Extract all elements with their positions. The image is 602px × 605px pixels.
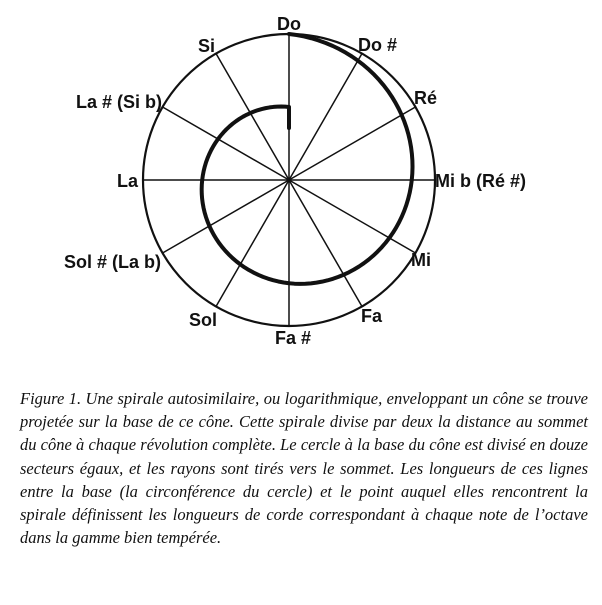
- label-fa-sharp: Fa #: [274, 328, 312, 348]
- radius-line: [163, 107, 289, 180]
- radius-line: [216, 180, 289, 306]
- label-sol: Sol: [188, 310, 217, 330]
- radius-line: [289, 180, 362, 306]
- caption-text: Une spirale autosimilaire, ou logarithmique, enveloppant un cône se trouve projetée sur la base de ce cône. Cette spirale divise par deux la distance au sommet du cône à chaque révolution complète. Le cercle à la base du cône est divisé en douze secteurs égaux, et les rayons sont tirés vers le sommet. Les longueurs de ces lignes entre la base (la circonférence du cercle) et le point auquel elles rencontrent la spirale définissent les longueurs de corde correspondant à chaque note de l’octave dans la gamme bien tempérée.: [20, 389, 588, 548]
- label-mi: Mi: [411, 250, 431, 270]
- figure-caption: [20, 387, 588, 549]
- label-sol-sharp: Sol # (La b): [63, 252, 161, 272]
- radius-line: [289, 180, 415, 253]
- label-mi-flat: Mi b (Ré #): [435, 171, 527, 191]
- label-do: Do: [277, 14, 301, 34]
- label-fa: Fa: [361, 306, 383, 326]
- label-la-sharp: La # (Si b): [75, 92, 162, 112]
- radius-line: [216, 54, 289, 180]
- logarithmic-spiral: [202, 34, 413, 284]
- caption-label: Figure 1.: [20, 389, 82, 408]
- radius-line: [289, 107, 415, 180]
- radius-line: [289, 54, 362, 180]
- label-re: Ré: [414, 88, 438, 108]
- label-si: Si: [197, 36, 215, 56]
- label-la: La: [116, 171, 138, 191]
- label-do-sharp: Do #: [358, 35, 398, 55]
- radius-line: [163, 180, 289, 253]
